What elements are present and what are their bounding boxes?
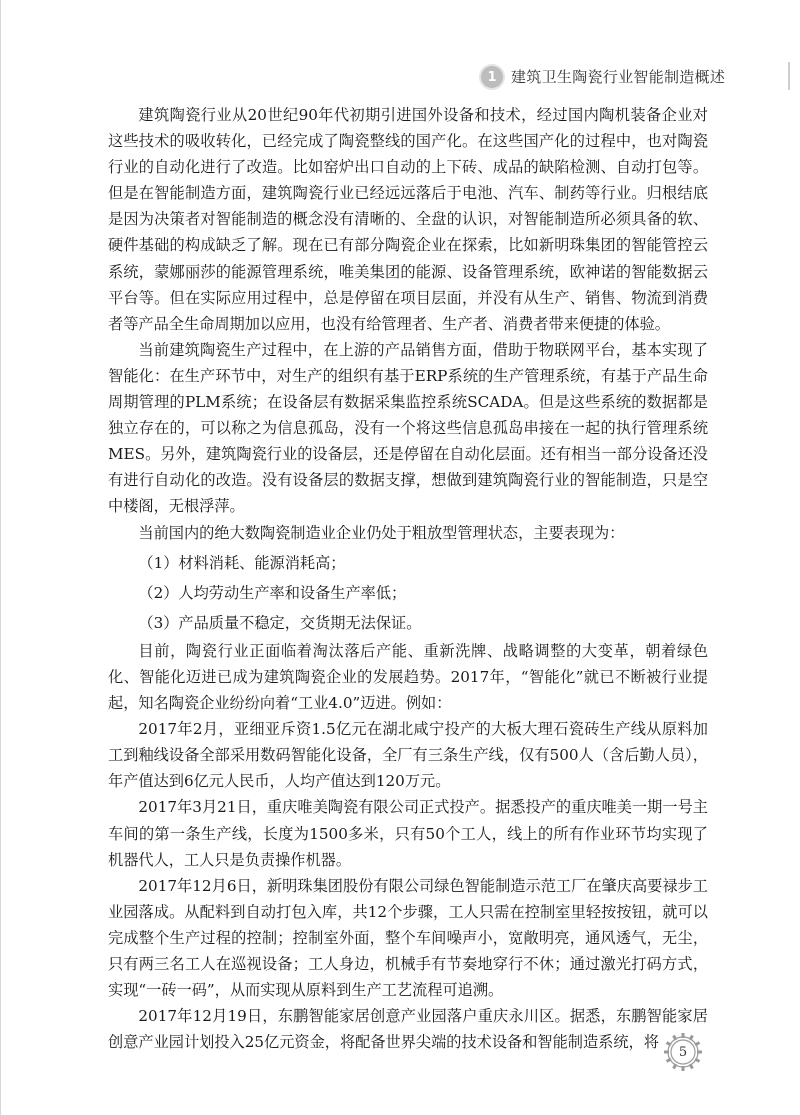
paragraph: 2017年12月19日，东鹏智能家居创意产业园落户重庆永川区。据悉，东鹏智能家居创意产业园计划投入25亿元资金，将配备世界尖端的技术设备和智能制造系统，将 (108, 1007, 708, 1052)
page-number: 5 (678, 1044, 688, 1060)
paragraph: 目前，陶瓷行业正面临着淘汰落后产能、重新洗牌、战略调整的大变革，朝着绿色化、智能化迈进已成为建筑陶瓷企业的发展趋势。2017年，“智能化”就已不断被行业提起，知名陶瓷企业纷纷向着“工业4.0”迈进。例如： (108, 641, 708, 713)
list-item: （1）材料消耗、能源消耗高； (138, 553, 346, 572)
chapter-title: 建筑卫生陶瓷行业智能制造概述 (511, 68, 726, 86)
paragraph: 2017年2月，亚细亚斥资1.5亿元在湖北咸宁投产的大板大理石瓷砖生产线从原料加工到釉线设备全部采用数码智能化设备，全厂有三条生产线，仅有500人（含后勤人员），年产值达到6亿元人民币，人均产值达到120万元。 (108, 720, 708, 791)
paragraph: 2017年12月6日，新明珠集团股份有限公司绿色智能制造示范工厂在肇庆高要禄步工业园落成。从配料到自动打包入库，共12个步骤，工人只需在控制室里轻按按钮，就可以完成整个生产过程的控制；控制室外面，整个车间噪声小，宽敞明亮，通风透气，无尘，只有两三名工人在巡视设备；工人身边，机械手有节奏地穿行不休；通过激光打码方式，实现“一砖一码”，从而实现从原料到生产工艺流程可追溯。 (108, 876, 708, 1000)
paragraph: 当前建筑陶瓷生产过程中，在上游的产品销售方面，借助于物联网平台，基本实现了智能化：在生产环节中，对生产的组织有基于ERP系统的生产管理系统，有基于产品生命周期管理的PLM系统；在设备层有数据采集监控系统SCADA。但是这些系统的数据都是独立存在的，可以称之为信息孤岛，没有一个将这些信息孤岛串接在一起的执行管理系统MES。另外，建筑陶瓷行业的设备层，还是停留在自动化层面。还有相当一部分设备还没有进行自动化的改造。没有设备层的数据支撑，想做到建筑陶瓷行业的智能制造，只是空中楼阁，无根浮萍。 (108, 340, 708, 516)
chapter-number-badge: 1 (479, 64, 505, 90)
paragraph: 建筑陶瓷行业从20世纪90年代初期引进国外设备和技术，经过国内陶机装备企业对这些技术的吸收转化，已经完成了陶瓷整线的国产化。在这些国产化的过程中，也对陶瓷行业的自动化进行了改造。比如窑炉出口自动的上下砖、成品的缺陷检测、自动打包等。但是在智能制造方面，建筑陶瓷行业已经远远落后于电池、汽车、制药等行业。归根结底是因为决策者对智能制造的概念没有清晰的、全盘的认识，对智能制造所必须具备的软、硬件基础的构成缺乏了解。现在已有部分陶瓷企业在探索，比如新明珠集团的智能管控云系统，蒙娜丽莎的能源管理系统，唯美集团的能源、设备管理系统，欧神诺的智能数据云平台等。但在实际应用过程中，总是停留在项目层面，并没有从生产、销售、物流到消费者等产品全生命周期加以应用，也没有给管理者、生产者、消费者带来便捷的体验。 (108, 106, 708, 333)
paragraph: 2017年3月21日，重庆唯美陶瓷有限公司正式投产。据悉投产的重庆唯美一期一号主车间的第一条生产线，长度为1500多米，只有50个工人，线上的所有作业环节均实现了机器代人，工人只是负责操作机器。 (108, 798, 708, 869)
body-text (108, 102, 708, 1055)
list-item: （3）产品质量不稳定，交货期无法保证。 (138, 613, 422, 632)
paragraph: 当前国内的绝大数陶瓷制造业企业仍处于粗放型管理状态，主要表现为： (138, 523, 625, 542)
running-header (1, 0, 800, 86)
list-item: （2）人均劳动生产率和设备生产率低； (138, 583, 407, 602)
page-number-gear (661, 1030, 705, 1074)
